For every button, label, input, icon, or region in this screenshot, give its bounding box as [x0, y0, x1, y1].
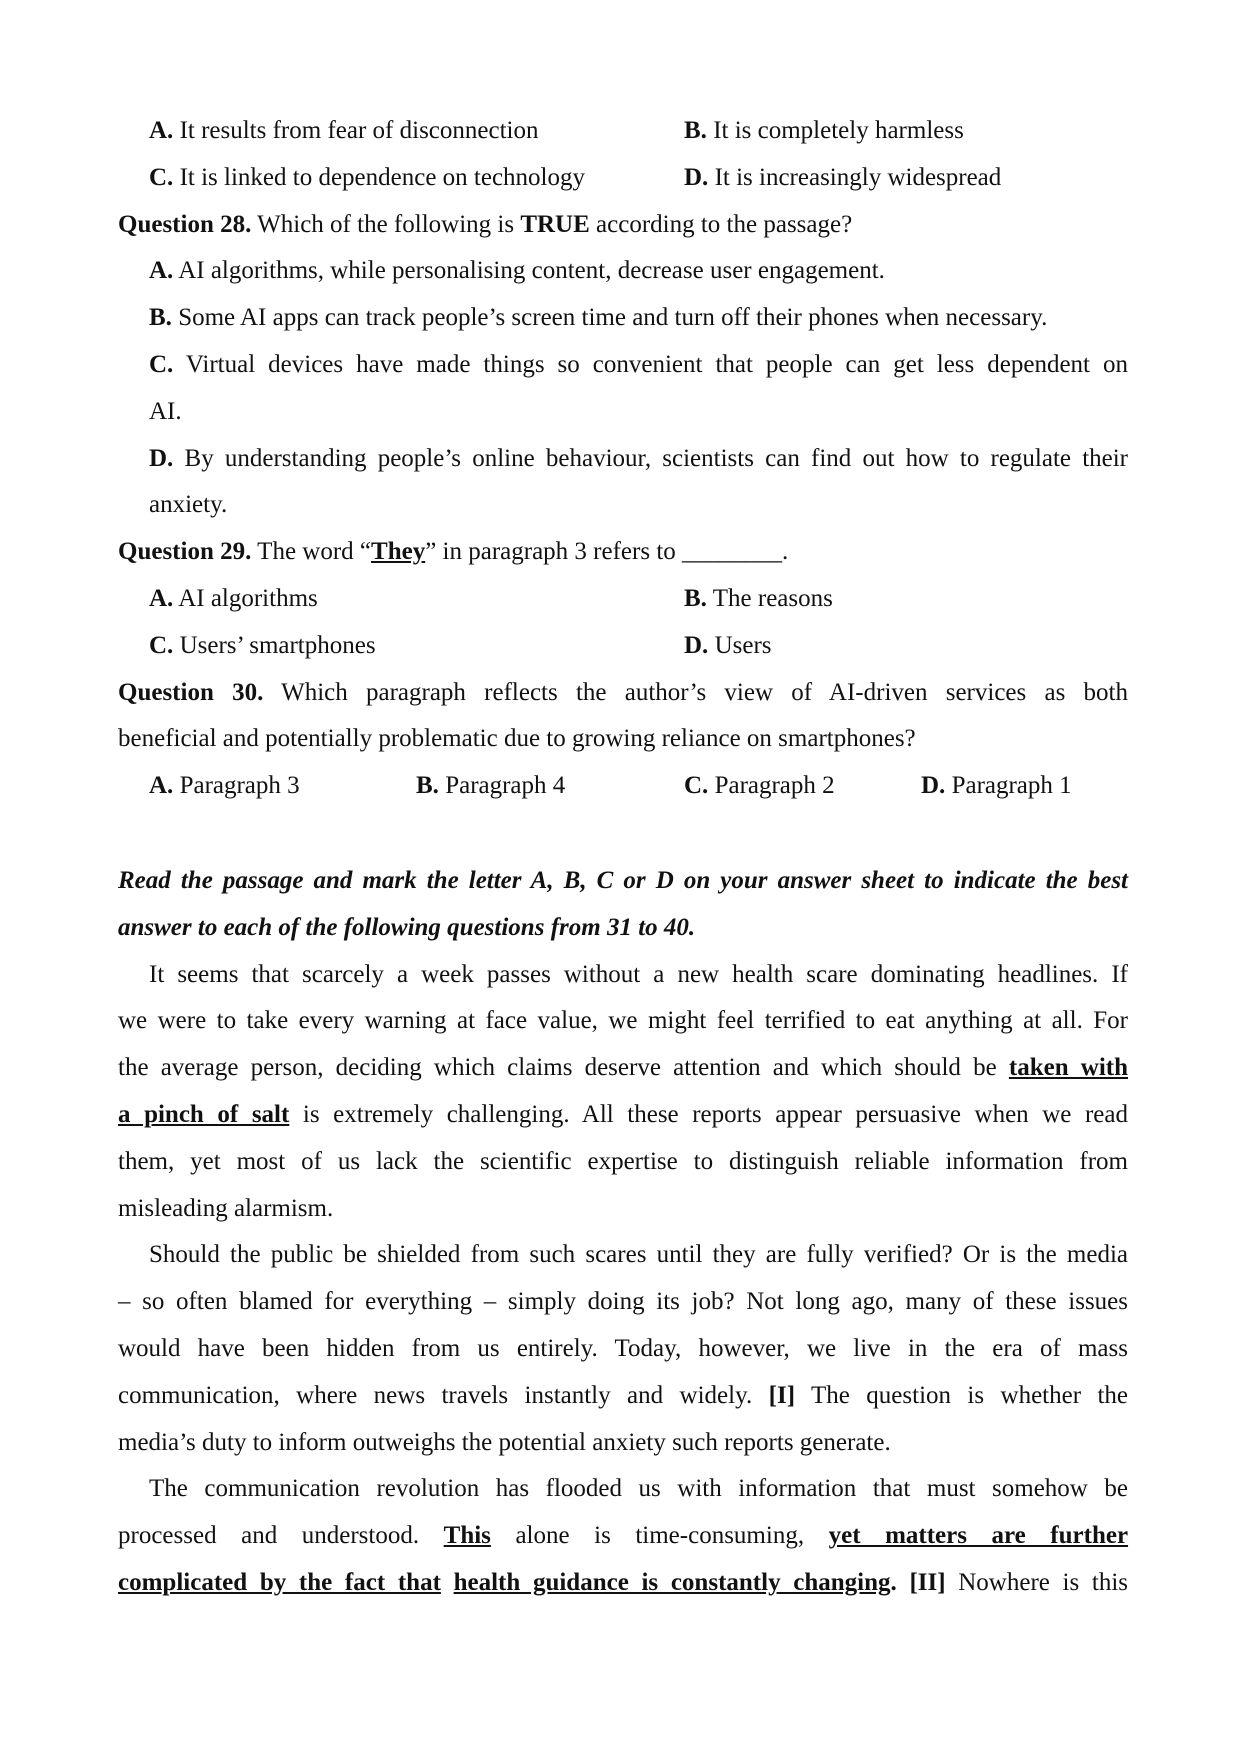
highlighted-phrase: complicated by the fact that	[118, 1568, 441, 1596]
q30-stem-continued: beneficial and potentially problematic due to growing reliance on smartphones?	[118, 725, 916, 753]
exam-page	[118, 108, 1128, 1607]
q29-referenced-word: They	[371, 538, 426, 566]
instruction-line-2: answer to each of the following questions from 31 to 40.	[118, 913, 696, 941]
q29-options-row-1	[118, 576, 1128, 623]
q29-option-b[interactable]: B. The reasons	[684, 584, 833, 612]
q27-option-c[interactable]: C. It is linked to dependence on technology	[149, 163, 586, 191]
highlighted-phrase: taken with	[1008, 1054, 1128, 1082]
q28-option-c[interactable]: C. Virtual devices have made things so convenient that people can get less dependent on	[149, 350, 1128, 378]
q29-option-d[interactable]: D. Users	[684, 631, 772, 659]
q28-option-a[interactable]: A. AI algorithms, while personalising content, decrease user engagement.	[149, 257, 885, 285]
instruction-line-1: Read the passage and mark the letter A, B, C or D on your answer sheet to indicate the best	[118, 866, 1128, 894]
q30-option-b[interactable]: B. Paragraph 4	[416, 772, 566, 800]
passage-p3-line-3: complicated by the fact that health guidance is constantly changing. [II] Nowhere is this	[118, 1568, 1129, 1596]
highlighted-phrase: yet matters are further	[828, 1522, 1129, 1550]
passage-p3-line-2: processed and understood. This alone is time-consuming, yet matters are further	[118, 1522, 1129, 1550]
position-marker-ii: [II]	[909, 1568, 946, 1596]
highlighted-phrase: a pinch of salt	[118, 1100, 290, 1128]
q30-option-c[interactable]: C. Paragraph 2	[684, 772, 835, 800]
q29-stem: Question 29. The word “They” in paragraph 3 refers to ________.	[118, 538, 789, 566]
passage-p2-line-4: communication, where news travels instantly and widely. [I] The question is whether the	[118, 1381, 1128, 1409]
passage-p2-line-5: media’s duty to inform outweighs the potential anxiety such reports generate.	[118, 1428, 891, 1456]
highlighted-word: This	[443, 1522, 491, 1550]
passage-p2-line-3: would have been hidden from us entirely. Today, however, we live in the era of mass	[118, 1334, 1128, 1362]
section-gap	[118, 810, 1128, 858]
q28-stem: Question 28. Which of the following is TRUE according to the passage?	[118, 210, 853, 238]
passage-p1-line-3: the average person, deciding which claims deserve attention and which should be taken with	[118, 1054, 1128, 1082]
passage-p1-line-1: It seems that scarcely a week passes without a new health scare dominating headlines. If	[149, 960, 1128, 988]
q27-options-row-2	[118, 155, 1128, 202]
passage-p1-line-4: a pinch of salt is extremely challenging. All these reports appear persuasive when we read	[118, 1100, 1128, 1128]
passage-p1-line-6: misleading alarmism.	[118, 1194, 334, 1222]
highlighted-phrase: health guidance is constantly changing	[453, 1568, 891, 1596]
passage-p1-line-5: them, yet most of us lack the scientific expertise to distinguish reliable information from	[118, 1147, 1128, 1175]
position-marker-i: [I]	[768, 1381, 796, 1409]
q27-option-a[interactable]: A. It results from fear of disconnection	[149, 117, 539, 144]
q29-option-c[interactable]: C. Users’ smartphones	[149, 631, 376, 659]
passage-p1-line-2: we were to take every warning at face value, we might feel terrified to eat anything at all. For	[118, 1007, 1128, 1035]
q29-option-a[interactable]: A. AI algorithms	[149, 584, 318, 612]
q28-option-d[interactable]: D. By understanding people’s online behaviour, scientists can find out how to regulate their	[149, 444, 1129, 472]
q28-option-c-continued: AI.	[149, 397, 182, 425]
q28-option-d-continued: anxiety.	[149, 491, 228, 519]
passage-p3-line-1: The communication revolution has flooded us with information that must somehow be	[149, 1475, 1128, 1503]
q30-option-d[interactable]: D. Paragraph 1	[921, 772, 1072, 800]
q30-stem: Question 30. Which paragraph reflects the author’s view of AI-driven services as both	[118, 678, 1128, 706]
q27-options-row-1	[118, 108, 1128, 155]
q27-option-d[interactable]: D. It is increasingly widespread	[684, 163, 1002, 191]
q27-option-b[interactable]: B. It is completely harmless	[684, 117, 964, 144]
passage-p2-line-1: Should the public be shielded from such scares until they are fully verified? Or is the media	[149, 1241, 1128, 1269]
answer-blank: ________.	[682, 538, 789, 566]
q30-options-row	[118, 763, 1128, 810]
q29-options-row-2	[118, 623, 1128, 670]
q30-option-a[interactable]: A. Paragraph 3	[149, 772, 300, 800]
passage-p2-line-2: – so often blamed for everything – simply doing its job? Not long ago, many of these issues	[118, 1288, 1128, 1316]
q28-option-b[interactable]: B. Some AI apps can track people’s screen time and turn off their phones when necessary.	[149, 304, 1048, 332]
